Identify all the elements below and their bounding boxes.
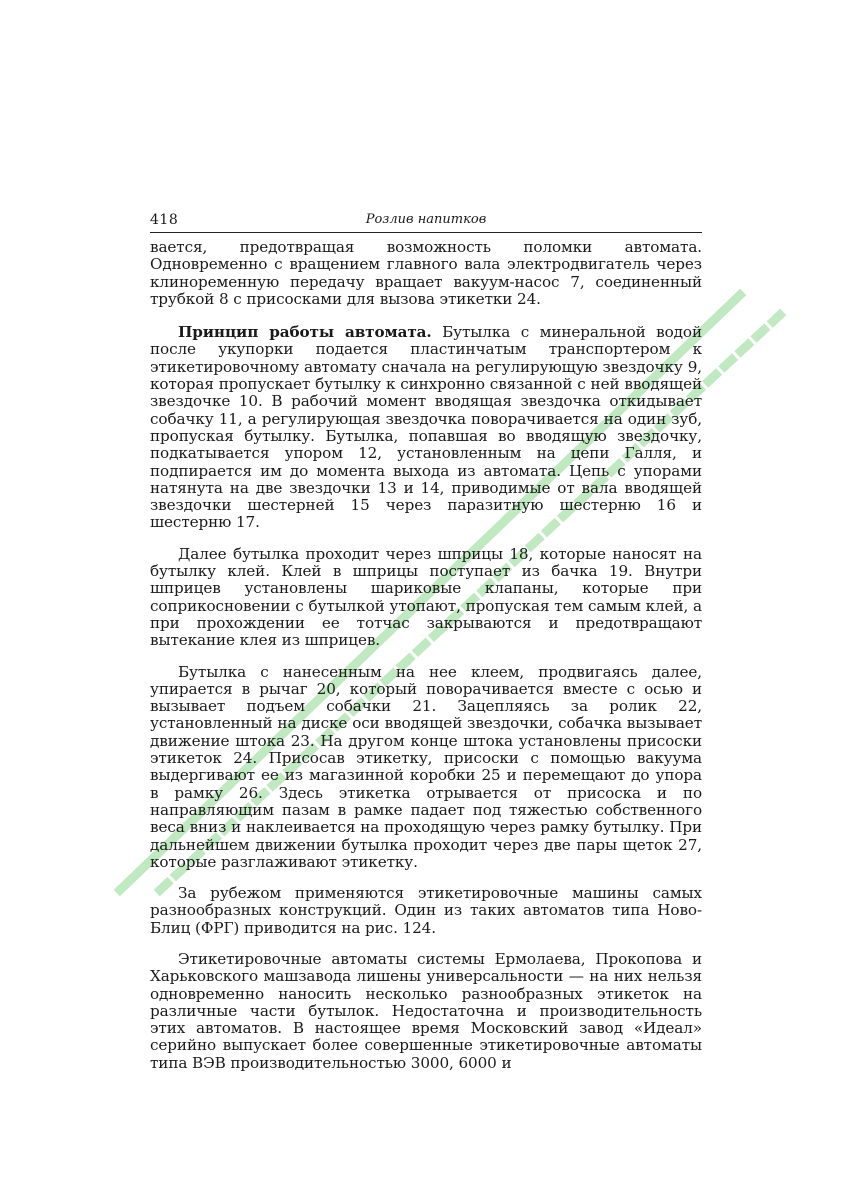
paragraph-labeling: Бутылка с нанесенным на нее клеем, продвигаясь далее, упирается в рычаг 20, который поворачивается вместе с осью и вызывает подъем собачки 21. Зацепляясь за ролик 22, установленный на диске оси вводящей звездочки, собачка вызывает движение штока 23. На другом конце штока установлены присоски этикеток 24. Присосав этикетку, присоски с помощью вакуума выдергивают ее из магазинной коробки 25 и перемещают до упора в рамку 26. Здесь этикетка отрывается от присоска и по направляющим пазам в рамке падает под тяжестью собственного веса вниз и наклеивается на проходящую через рамку бутылку. При дальнейшем движении бутылка проходит через две пары щеток 27, которые разглаживают этикетку. bbox=[150, 662, 702, 871]
paragraph-principle-text: Бутылка с минеральной водой после укупорки подается пластинчатым транспортером к этикетировочному автомату сначала на регулирующую звездочку 9, которая пропускает бутылку к синхронно связанной с ней вводящей звездочке 10. В рабочий момент вводящая звездочка откидывает собачку 11, а регулирующая звездочка поворачивается на один зуб, пропуская бутылку. Бутылка, попавшая во вводящую звездочку, подкатывается упором 12, установленным на цепи Галля, и подпирается им до момента выхода из автомата. Цепь с упорами натянута на две звездочки 13 и 14, приводимые от вала вводящей звездочки шестерней 15 через паразитную шестерню 16 и шестерню 17. bbox=[150, 323, 702, 532]
paragraph-continuation: вается, предотвращая возможность поломки автомата. Одновременно с вращением главного вала электродвигатель через клиноременную передачу вращает вакуум-насос 7, соединенный трубкой 8 с присосками для вызова этикетки 24. bbox=[150, 238, 702, 308]
page-header bbox=[150, 210, 702, 233]
book-page bbox=[150, 210, 702, 1086]
paragraph-foreign-machines: За рубежом применяются этикетировочные машины самых разнообразных конструкций. Один из таких автоматов типа Ново-Блиц (ФРГ) приводится на рис. 124. bbox=[150, 884, 702, 937]
paragraph-glue: Далее бутылка проходит через шприцы 18, которые наносят на бутылку клей. Клей в шприцы поступает из бачка 19. Внутри шприцев установлены шариковые клапаны, которые при соприкосновении с бутылкой утопают, пропуская тем самым клей, а при прохождении ее тотчас закрываются и предотвращают вытекание клея из шприцев. bbox=[150, 544, 702, 650]
running-title: Розлив напитков bbox=[365, 212, 487, 227]
paragraph-principle bbox=[150, 324, 702, 532]
paragraph-heading: Принцип работы автомата. bbox=[178, 323, 432, 342]
body-text bbox=[150, 239, 702, 1072]
paragraph-automata-systems: Этикетировочные автоматы системы Ермолаева, Прокопова и Харьковского машзавода лишены универсальности — на них нельзя одновременно наносить несколько разнообразных этикеток на различные части бутылок. Недостаточна и производительность этих автоматов. В настоящее время Московский завод «Идеал» серийно выпускает более совершенные этикетировочные автоматы типа ВЭВ производительностью 3000, 6000 и bbox=[150, 949, 702, 1072]
page-number: 418 bbox=[150, 212, 179, 228]
